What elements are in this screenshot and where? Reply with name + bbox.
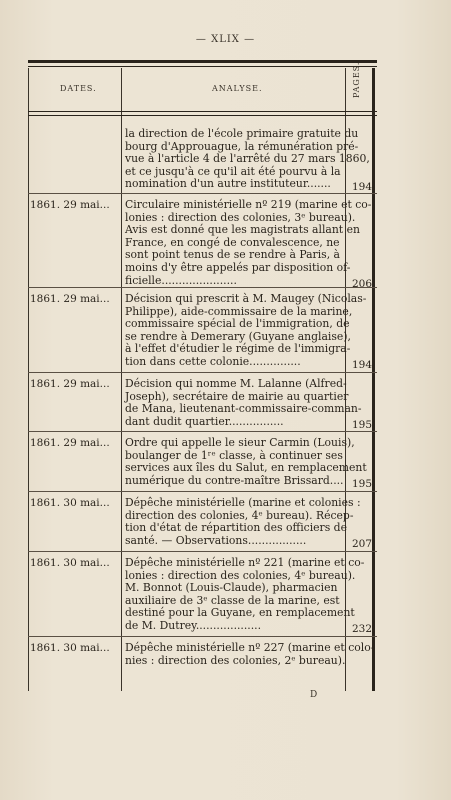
entry-line: Avis est donné que les magistrats allant en bbox=[125, 223, 360, 237]
entry-line: et ce jusqu'à ce qu'il ait été pourvu à la bbox=[125, 164, 341, 178]
entry-analysis bbox=[125, 377, 362, 428]
entry-line: boulanger de 1ʳᵉ classe, à continuer ses bbox=[125, 448, 343, 462]
entry-date: 1861. 29 mai... bbox=[30, 293, 110, 305]
entry-line: Décision qui nomme M. Lalanne (Alfred- bbox=[125, 377, 347, 390]
entry-date: 1861. 30 mai... bbox=[30, 497, 110, 509]
entry-date: 1861. 29 mai... bbox=[30, 378, 110, 390]
column-header-analysis: ANALYSE. bbox=[212, 84, 263, 93]
entry-analysis bbox=[125, 641, 375, 667]
entry-line: destiné pour la Guyane, en remplacement bbox=[125, 606, 355, 620]
entry-line: Philippe), aide-commissaire de la marine, bbox=[125, 304, 353, 318]
entry-line: Circulaire ministérielle nº 219 (marine et co- bbox=[125, 198, 372, 211]
entry-line: numérique du contre-maître Brissard.... bbox=[125, 473, 344, 487]
row-separator bbox=[28, 636, 377, 637]
entry-page-number: 206 bbox=[351, 277, 373, 290]
entry-line: bourg d'Approuague, la rémunération pré- bbox=[125, 139, 359, 153]
entry-line: Ordre qui appelle le sieur Carmin (Louis), bbox=[125, 436, 355, 449]
row-separator bbox=[28, 372, 377, 373]
entry-line: Joseph), secrétaire de mairie au quartier bbox=[125, 389, 349, 403]
entry-page-number: 232 bbox=[351, 623, 373, 635]
entry-page-number: 194 bbox=[351, 181, 373, 194]
entry-line: lonies : direction des colonies, 3ᵉ bureau). bbox=[125, 210, 356, 224]
entry-line: tion d'état de répartition des officiers de bbox=[125, 521, 347, 535]
entry-date: 1861. 30 mai... bbox=[30, 557, 110, 569]
entry-line: direction des colonies, 4ᵉ bureau). Récep- bbox=[125, 508, 354, 522]
entry-line: se rendre à Demerary (Guyane anglaise), bbox=[125, 329, 351, 343]
entry-line: de Mana, lieutenant-commissaire-comman- bbox=[125, 402, 362, 416]
entry-date: 1861. 29 mai... bbox=[30, 199, 110, 211]
entry-line: dant dudit quartier................ bbox=[125, 414, 284, 428]
page-folio: — XLIX — bbox=[195, 34, 256, 45]
entry-analysis bbox=[125, 496, 361, 547]
left-border bbox=[28, 68, 29, 691]
entry-line: sont point tenus de se rendre à Paris, à bbox=[125, 248, 340, 262]
entry-page-number: 195 bbox=[351, 477, 373, 490]
entry-line: France, en congé de convalescence, ne bbox=[125, 235, 340, 249]
entry-line: commissaire spécial de l'immigration, de bbox=[125, 317, 350, 331]
entry-line: à l'effet d'étudier le régime de l'immigra- bbox=[125, 342, 351, 356]
entry-line: santé. — Observations................. bbox=[125, 533, 307, 547]
row-separator bbox=[28, 551, 377, 552]
entry-line: auxiliaire de 3ᵉ classe de la marine, est bbox=[125, 593, 340, 607]
row-separator bbox=[28, 193, 377, 194]
entry-line: Dépêche ministérielle nº 221 (marine et co- bbox=[125, 556, 365, 569]
entry-line: tion dans cette colonie............... bbox=[125, 354, 301, 368]
row-separator bbox=[28, 491, 377, 492]
entry-date: 1861. 29 mai... bbox=[30, 437, 110, 449]
entry-date: 1861. 30 mai... bbox=[30, 642, 110, 654]
signature-mark: D bbox=[310, 690, 318, 700]
entry-line: Dépêche ministérielle (marine et colonies : bbox=[125, 496, 361, 509]
entry-line: la direction de l'école primaire gratuite du bbox=[125, 127, 359, 140]
entry-line: ficielle...................... bbox=[125, 273, 237, 287]
row-separator bbox=[28, 287, 377, 288]
entry-line: moins d'y être appelés par disposition of- bbox=[125, 260, 351, 274]
header-rule-double bbox=[28, 115, 377, 116]
entry-page-number: 207 bbox=[351, 537, 373, 550]
entry-line: Décision qui prescrit à M. Maugey (Nicolas- bbox=[125, 292, 367, 305]
entry-line: M. Bonnot (Louis-Claude), pharmacien bbox=[125, 581, 338, 595]
right-border bbox=[372, 68, 375, 691]
entry-line: services aux îles du Salut, en remplacement bbox=[125, 461, 367, 475]
top-rule bbox=[28, 66, 377, 67]
entry-line: nies : direction des colonies, 2ᵉ bureau). bbox=[125, 653, 346, 667]
entry-line: Dépêche ministérielle nº 227 (marine et colo- bbox=[125, 641, 375, 654]
entry-page-number: 194 bbox=[351, 359, 373, 371]
entry-line: vue à l'article 4 de l'arrêté du 27 mars 1860, bbox=[125, 152, 370, 166]
column-header-dates: DATES. bbox=[60, 84, 97, 93]
header-rule bbox=[28, 111, 377, 112]
entry-line: de M. Dutrey................... bbox=[125, 618, 262, 632]
entry-line: lonies : direction des colonies, 4ᵉ bureau). bbox=[125, 568, 356, 582]
row-separator bbox=[28, 431, 377, 432]
entry-page-number: 195 bbox=[351, 418, 373, 431]
column-header-pages: PAGES. bbox=[352, 61, 361, 98]
entry-line: nomination d'un autre instituteur....... bbox=[125, 177, 331, 191]
